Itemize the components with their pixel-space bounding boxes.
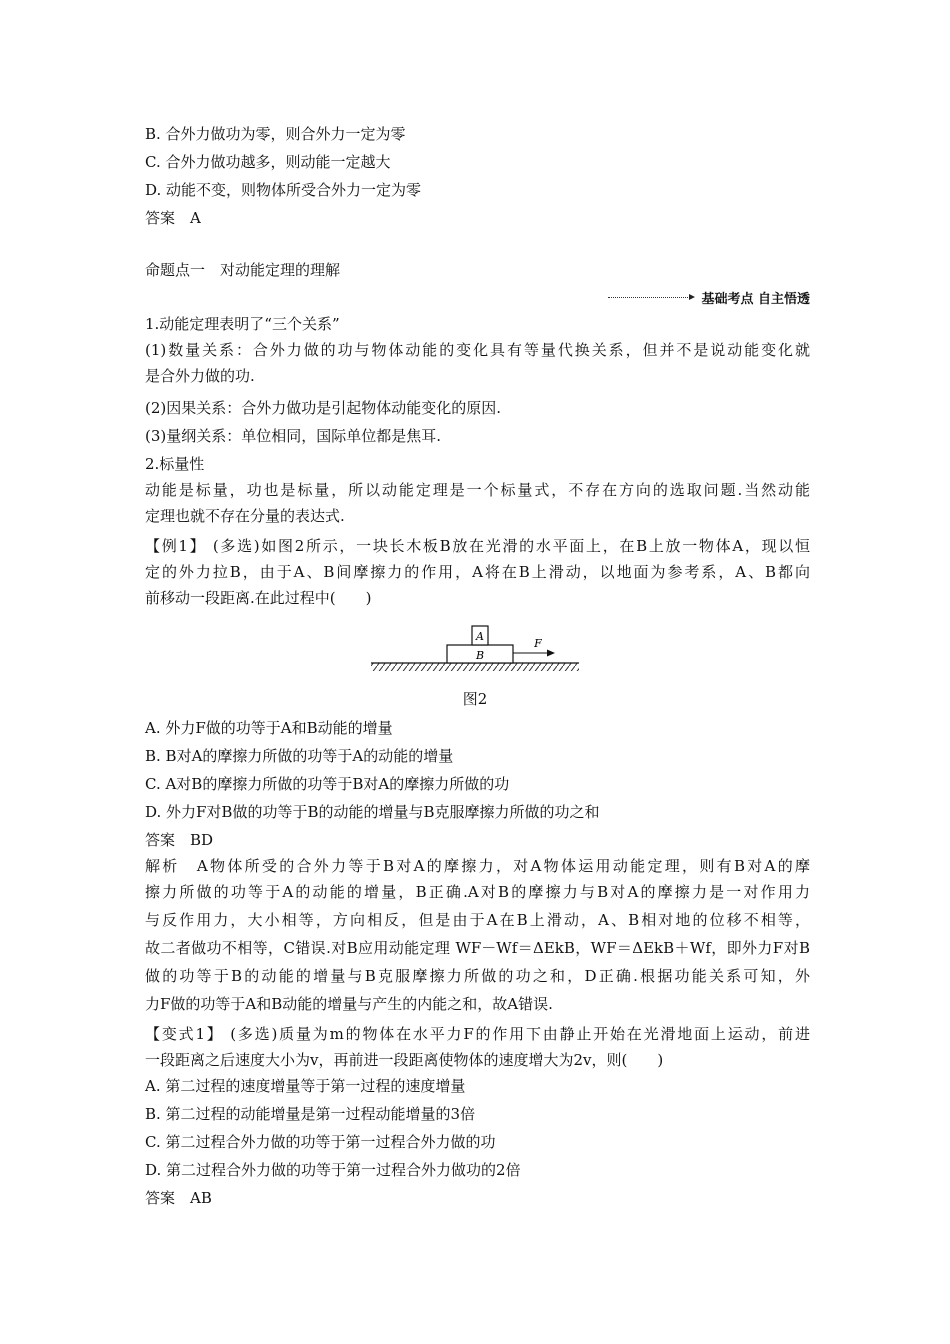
text-line: 力F做的功等于A和B动能的增量与产生的内能之和，故A错误. xyxy=(145,995,553,1013)
force-arrow-head xyxy=(547,650,555,657)
text-line: 解析 A物体所受的合外力等于B对A的摩擦力，对A物体运用动能定理，则有B对A的摩 xyxy=(145,857,810,875)
text-line: 定的外力拉B，由于A、B间摩擦力的作用，A将在B上滑动，以地面为参考系，A、B都向 xyxy=(145,563,810,581)
arrow-icon xyxy=(689,294,695,300)
text-line: 命题点一 对动能定理的理解 xyxy=(145,261,341,279)
text-line: C. 合外力做功越多，则动能一定越大 xyxy=(145,153,391,171)
label-f: F xyxy=(534,637,542,650)
figure-caption: 图2 xyxy=(462,690,488,708)
text-line: 【例1】 (多选)如图2所示，一块长木板B放在光滑的水平面上，在B上放一物体A，现以恒 xyxy=(145,537,810,555)
label-a: A xyxy=(476,630,484,643)
text-line: C. A对B的摩擦力所做的功等于B对A的摩擦力所做的功 xyxy=(145,775,510,793)
text-line: 定理也就不存在分量的表达式. xyxy=(145,507,345,525)
text-line: (2)因果关系：合外力做功是引起物体动能变化的原因. xyxy=(145,399,502,417)
text-line: (1)数量关系：合外力做的功与物体动能的变化具有等量代换关系，但并不是说动能变化就 xyxy=(145,341,810,359)
text-line: A. 第二过程的速度增量等于第一过程的速度增量 xyxy=(145,1077,466,1095)
section-tag xyxy=(590,287,810,307)
text-line: 答案 AB xyxy=(145,1189,212,1207)
text-line: 答案 A xyxy=(145,209,201,227)
text-line: D. 动能不变，则物体所受合外力一定为零 xyxy=(145,181,422,199)
figure-board-block xyxy=(365,618,585,680)
text-line: 做的功等于B的动能的增量与B克服摩擦力所做的功之和，D正确.根据功能关系可知，外 xyxy=(145,967,810,985)
text-line: 与反作用力，大小相等，方向相反，但是由于A在B上滑动，A、B相对地的位移不相等， xyxy=(145,911,810,929)
text-line: D. 第二过程合外力做的功等于第一过程合外力做功的2倍 xyxy=(145,1161,521,1179)
label-b: B xyxy=(475,649,485,662)
text-line: B. 合外力做功为零，则合外力一定为零 xyxy=(145,125,406,143)
text-line: 是合外力做的功. xyxy=(145,367,255,385)
text-line: 故二者做功不相等，C错误.对B应用动能定理 WF－Wf＝ΔEkB，WF＝ΔEkB＋Wf，即外力F对B xyxy=(145,939,810,957)
section-tag-label: 基础考点 自主悟透 xyxy=(701,291,810,307)
text-line: 2.标量性 xyxy=(145,455,205,473)
text-line: B. 第二过程的动能增量是第一过程动能增量的3倍 xyxy=(145,1105,476,1123)
ground-hatch xyxy=(371,663,579,671)
text-line: B. B对A的摩擦力所做的功等于A的动能的增量 xyxy=(145,747,454,765)
text-line: 前移动一段距离.在此过程中( ) xyxy=(145,589,372,607)
text-line: 答案 BD xyxy=(145,831,214,849)
text-line: A. 外力F做的功等于A和B动能的增量 xyxy=(145,719,393,737)
text-line: 1.动能定理表明了“三个关系” xyxy=(145,315,340,333)
text-line: (3)量纲关系：单位相同，国际单位都是焦耳. xyxy=(145,427,442,445)
text-line: 一段距离之后速度大小为v，再前进一段距离使物体的速度增大为2v，则( ) xyxy=(145,1051,664,1069)
text-line: 动能是标量，功也是标量，所以动能定理是一个标量式，不存在方向的选取问题.当然动能 xyxy=(145,481,810,499)
text-line: D. 外力F对B做的功等于B的动能的增量与B克服摩擦力所做的功之和 xyxy=(145,803,600,821)
text-line: 擦力所做的功等于A的动能的增量，B正确.A对B的摩擦力与B对A的摩擦力是一对作用力 xyxy=(145,883,810,901)
text-line: C. 第二过程合外力做的功等于第一过程合外力做的功 xyxy=(145,1133,496,1151)
dotted-leader xyxy=(608,297,688,298)
text-line: 【变式1】 (多选)质量为m的物体在水平力F的作用下由静止开始在光滑地面上运动，前进 xyxy=(145,1025,810,1043)
